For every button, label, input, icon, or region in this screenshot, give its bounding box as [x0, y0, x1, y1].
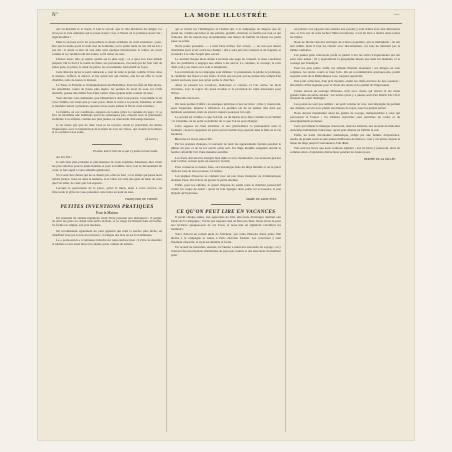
quote-line: Et ainsi, tout le livre de ce qui s'y passe est une ronde.	[93, 148, 158, 153]
page-header	[38, 12, 414, 22]
section-subtitle: Pour la Maison	[96, 210, 118, 215]
column-1	[52, 28, 162, 434]
article-paragraph: Si ce sont des choses qui ne se disent pas, elles se font ; et le temps qui passe nous rendra justice. Tout est dans la manière, et la vôtre est celle des gens de bien, de ceux que l'on aime, de ceux que l'on regrette.	[52, 173, 162, 185]
article-paragraph: Mais le secours est le lot proposition, le mode ordinaire de cette assistance ; peut-être que la dame porte le nom réel de Galitzine, ou la petite tante de lui. On ne lui a pas dit : il serait si aisé de s'en aller sans quelque introduction. Il rentra, en cours comme si sa condition eût été bonne, se fît aimer de tous.	[52, 40, 162, 56]
salutation: Au Vos fils :	[56, 154, 72, 159]
article-paragraph: Le second est d'aimer ce que l'on fait, ou du moins de le faire comme si on l'aimait ; le troisième, de ne point se plaindre de ce que l'on ne peut changer.	[171, 114, 281, 123]
newspaper-page	[38, 10, 414, 440]
header-rule	[50, 23, 402, 24]
signature: FRANÇOISE DE VIENNE.	[125, 196, 158, 201]
article-paragraph: Tels sont les livres que nous voulions signaler ; nos lectrices y puiseront, nous en sommes sûres, d'agréables distractions pendant les beaux jours.	[290, 146, 400, 155]
article-paragraph: Les fruits doivent être mangés bien mûrs et avec modération ; les boissons glacées sont à éviter, surtout après un exercice violent.	[171, 155, 281, 164]
article-paragraph: qui se révèle sur l'intelligence et l'enfant qui, à la campagne, ne dispose que du grand air, comme des bêtes et des plantes, grandit, s'instruit, se fortifie par tout ce qui l'entoure. On ne saurait trop recommander aux mères de famille de laisser les petits jouer au soleil.	[171, 28, 281, 43]
article-paragraph: On nous permet d'offrir ces quelques principes à nos lectrices ; elles y trouveront, nous l'espérons, matière à réflexion. Le premier est de ne jamais rien faire par habitude seulement, mais de savoir toujours pourquoi l'on agit.	[171, 101, 281, 114]
article-paragraph: Cette histoire qu'est le petit camarade », tout de suite le prend, comme il faut, dans la mesure, l'effacé, le discret, si lui, qu'un toit qui s'abrite, elle fut en effet la vraie chambre, celle de toutes la maison.	[52, 70, 162, 83]
article-paragraph: Ceux qui aiment la musique trouveront, chez les éditeurs, des recueils de mélodies anciennes habilement transcrites, qu'on peut chanter en famille le soir.	[290, 124, 400, 132]
page-number-right: —	[394, 13, 400, 18]
article-paragraph: Les récréations de la campagne sont infinies : la promenade, la pêche, le jardinage, la cueillette des fleurs et des fruits. Il n'est pas un jour qui ne puisse être rempli d'un plaisir nouveau, pour peu qu'on sache le chercher.	[171, 70, 281, 83]
article-paragraph: Les poètes ne sont pas oubliés : un petit volume de vers, tout imprégné du parfum des champs, sera lu avec plaisir aux heures de repos, sous les grands arbres.	[290, 101, 400, 110]
article-paragraph: est parfait. Les rapports des enfants aux parents y sont traités avec une délicatesse rare, et l'on sort de cette lecture l'âme réconfortée. C'est un livre à mettre entre toutes les mains.	[290, 28, 400, 39]
column-divider	[166, 28, 167, 432]
section-title: PETITES INVENTIONS PRATIQUES	[60, 203, 154, 210]
journal-title: LA MODE ILLUSTRÉE	[184, 12, 268, 19]
article-paragraph: Voici d'abord un roman plein de fraîcheur, qui conte l'histoire d'une jeune fille élevée à la campagne et venue à Paris chercher fortune. Les caractères y sont finement observés, le style est aimable et facile.	[171, 232, 281, 245]
article-paragraph: Un recueil de nouvelles, ensuite, où l'auteur a réuni des souvenirs de voyage ; on y trouvera des descriptions charmantes de pays peu connus et des anecdotes du meilleur goût.	[171, 245, 281, 258]
column-2	[171, 28, 281, 434]
signature: BERTHE DE LA VALLÉE.	[363, 156, 396, 161]
article-paragraph: Les jeunes gens trouveront profit et plaisir à lire les récits d'explorateurs qui ont paru cette année ; ils y apprendront la géographie mieux que dans les manuels, et le courage par l'exemple.	[290, 53, 400, 66]
article-paragraph: Les piqûres d'insectes se calment avec un peu d'eau vinaigrée ou d'ammoniaque étendue d'eau. On évitera de gratter la partie atteinte.	[171, 173, 281, 182]
article-subtitle: Recettes et petits soins d'été.	[175, 137, 213, 142]
article-paragraph: Enfin, un traité d'économie domestique, rédigé par une femme d'expérience, rendra de grands services aux jeunes maîtresses de maison ; tout y est prévu, depuis la tenue du linge jusqu'à l'ordonnance d'un dîner.	[290, 133, 400, 146]
article-paragraph: Nous devons mentionner aussi les guides de voyage, indispensables à ceux qui parcourent la France ; les éditions nouvelles sont enrichies de cartes et de renseignements pratiques.	[290, 110, 400, 123]
article-paragraph: Le « porte-savon » à ventouse s'attache sur toute surface lisse ; il évite de mouiller la tablette et sert aussi bien à la cuisine qu'au cabinet de toilette.	[52, 237, 162, 246]
separator	[211, 204, 241, 205]
article-paragraph: Notre jeune personne, — a noté l'une d'elles, fort avisée, — ne sera pas moins charmante pour avoir couru les champs ; elle y aura pris des couleurs et de l'appétit, et reviendra à la ville l'esprit plus ouvert.	[171, 44, 281, 56]
article-paragraph: Ainsi se passent les vacances, heureuses et courtes, et l'on rentre, au mois d'octobre, avec le regret des jours écoulés et la provision de santé nécessaire pour l'hiver.	[171, 83, 281, 96]
article-paragraph: Je ne doute pas que de chez vous je ne reçoive, sinon le précédent, du moins l'équivalent, avec la bénédiction de la main de tous les vôtres, qui croient au bonheur et le confient à nos soins.	[52, 122, 162, 135]
article-paragraph: Cette sagesse est bien ancienne, et nos grand-mères la pratiquaient sans la formuler ; nous la rappelons ici parce qu'on l'oublie trop souvent dans la hâte de la vie moderne.	[171, 124, 281, 136]
article-paragraph: Citons encore un ouvrage d'histoire, écrit avec clarté, qui retrace la vie d'une grande dame du siècle dernier ; les lettres qu'on y a jointes sont d'un intérêt très vif et révèlent un esprit distingué.	[290, 88, 400, 101]
article-paragraph: Je suis bien plus puissant et plus heureux de vous exprimer, Monsieur, mes vœux les plus sincères pour le jeune homme et pour sa famille. Avec tout le dévouement du cœur, je fais appel à votre aimable générosité.	[52, 160, 162, 172]
column-divider	[285, 28, 286, 432]
article-paragraph: L'heure donc, elle, je répète qu'elle est la plus sage ; ce à quoi l'on n'est jamais préparé. On la doit à la bonté de Dieu, ses prévenances, l'accueil qui lui font tant de jolies gens, la prière, le désir de plaire, les accoutumés, bien établi au foyer.	[52, 57, 162, 69]
section-title: CE QU'ON PEUT LIRE EN VACANCES	[176, 209, 276, 216]
article-paragraph: Nous ne dirons rien des ouvrages de science populaire, qui se multiplient ; ils ont leur utilité, mais il faut les choisir avec discernement, car tous ne méritent pas la même confiance.	[290, 40, 400, 52]
article-paragraph: Une jolie collection, d'un prix modéré, réunit les chefs-d'œuvre de nos conteurs ; elle mérite d'être signalée pour le choix des textes et la qualité de l'impression.	[290, 79, 400, 88]
article-paragraph: Pour les plus petits, enfin, les albums illustrés abondent ; les images en sont soignées, les textes courts et bien faits. On en recommandera quelques-uns, parmi lesquels ceux de la Bibliothèque rose, toujours appréciés.	[290, 66, 400, 79]
article-paragraph: Il paraît chaque année, aux approches de l'été, une foule d'ouvrages destinés aux loisirs de la campagne ; il n'est pas toujours aisé de faire un choix. Nous avons lu pour nos lectrices quelques-uns de ces livres, et nous leur en signalons volontiers les meilleurs.	[171, 215, 281, 232]
article-paragraph: On recommande également un petit appareil qui rend la lessive plus facile, en chauffant l'eau par le bas du récipient ; la fatigue des bras en est fort diminuée.	[52, 228, 162, 237]
page-number-left: Nº	[52, 13, 59, 18]
article-paragraph: ont vu Roullier et le Saule, il faut le savoir, que le rôle méritoire du danger. Ce n'est pas la voie ordinaire qui le passé actuel, c'est, à l'heure où la prudence nous crie : réglé Roullier !	[52, 28, 162, 39]
article-paragraph: Un ustensile de cuisine ingénieux vient d'être présenté aux ménagères : il permet de tenir les plats au chaud sans qu'ils sèchent, et se range facilement dans un buffet. Sa forme est simple, son prix modeste.	[52, 215, 162, 228]
article-paragraph: Par les grandes chaleurs, il convient de tenir les appartements fermés pendant le milieu du jour et de ne les ouvrir qu'au soir. Un linge mouillé suspendu devant la fenêtre rafraîchit l'air d'une manière sensible.	[171, 142, 281, 155]
column-3	[290, 28, 400, 434]
article-paragraph: Lorsque le gouverneur de la place, qu'ici le mien, étant à votre service, on m'accorde la grâce de vous présenter cette lettre au nom de tous.	[52, 186, 162, 195]
signature: MARIE DE SAINT-YVES.	[246, 197, 277, 202]
separator	[92, 144, 122, 145]
article-paragraph: Le Tissu, la Flanelle et l'Ornementation des Brindilles. Pour un effet de fine moire, les ensembles courts de tissus plus légers, les pointes de lacet de soie, les tarifs attentifs, passée une même fois d'une valeur d'une grande belle couleur de luxe.	[52, 83, 162, 96]
article-paragraph: Le Journal chaque mois donne à lecteurs une page de conseils, et nous voudrions être les premières à engager nos amies à les suivre. La ceinture, le corsage, la robe d'été, tout y est traité avec soin et simplicité.	[171, 57, 281, 69]
article-paragraph: La famille, en ces conditions, adoptera de bonne grâce la coutume du pays ; il se fera de lui-même une habitude, qu'on ne remarquera pas, s'inscrit avec le grand-père Galitzine. Les enfants, comme des plus jeunes, se trouveront d'un usage heureux.	[52, 109, 162, 122]
signature: (À suivre.)	[145, 136, 158, 141]
article-paragraph: Vous devriez vous demander, que l'Impératrice dont vous parlez, vous-même et en votre famille, les vœux que je vous porte. Mais le salon a la parole, Madame, et dans le moindre détail, à plusieurs reprises on ne saura jamais la fin de cette aventure.	[52, 96, 162, 109]
article-paragraph: Pour conserver le beurre frais, on l'enveloppe dans un linge humide et on le place dans un vase de terre poreuse, à l'ombre.	[171, 164, 281, 173]
article-subtitle: Principes nouveaux.	[175, 96, 200, 101]
article-paragraph: Enfin, pour les enfants, le grand chapeau de paille reste le meilleur préservatif contre les coups de soleil ; qu'on ne leur épargne donc point cet accessoire, si peu élégant qu'il paraisse.	[171, 183, 281, 195]
